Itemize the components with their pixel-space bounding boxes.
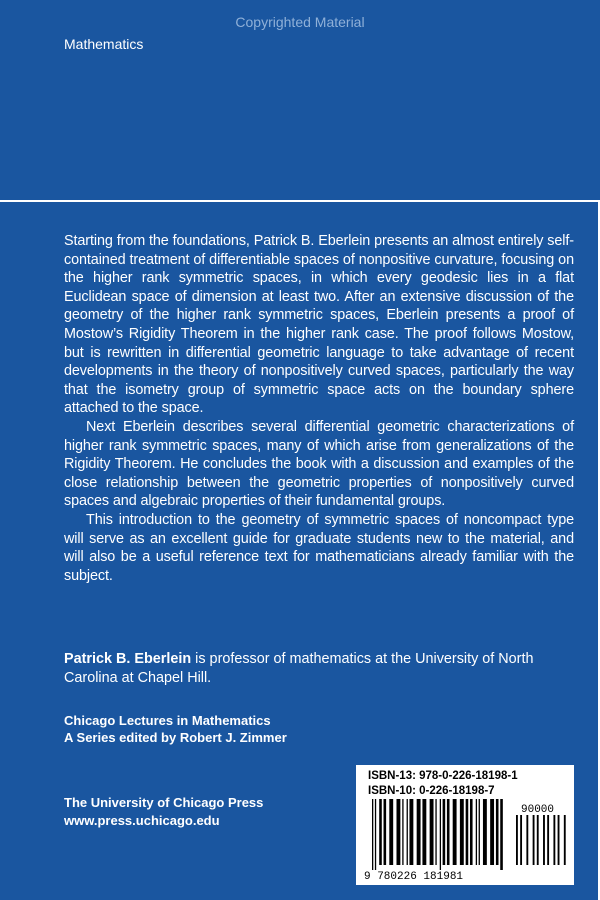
barcode-bar (516, 815, 518, 865)
barcode-digits: 9 780226 181981 (364, 871, 464, 883)
barcode-bar (396, 799, 400, 865)
frame-line-top (0, 200, 600, 202)
barcode-bar (526, 815, 528, 865)
barcode-bar (402, 799, 403, 865)
barcode-bar (417, 799, 421, 865)
barcode-bar (466, 799, 469, 865)
copyright-watermark: Copyrighted Material (235, 14, 365, 30)
barcode-bar (372, 799, 373, 870)
barcode-bar (453, 799, 457, 865)
barcode-bar (470, 799, 473, 865)
barcode-bar (375, 799, 376, 870)
addon-digits: 90000 (521, 804, 555, 816)
barcode-bar (476, 799, 477, 865)
barcode-bar (440, 799, 441, 870)
publisher-info (64, 794, 263, 830)
barcode-bar (430, 799, 434, 865)
description-paragraph-1: Starting from the foundations, Patrick B. Eberlein presents an almost entirely self-contained treatment of differentiable spaces of nonpositive curvature, focusing on the higher rank symmetric spaces, in which every geodesic lies in a flat Euclidean space of dimension at least two. After an extensive discussion of the geometry of the higher rank symmetric spaces, Eberlein presents a proof of Mostow’s Rigidity Theorem in the higher rank case. The proof follows Mostow, but is rewritten in differential geometric language to take advantage of recent developments in the theory of nonpositively curved spaces, particularly the way that the isometry group of symmetric space acts on the boundary sphere attached to the space. (64, 233, 574, 417)
barcode-bar (422, 799, 426, 865)
barcode-bar (384, 799, 387, 865)
barcode-bar (407, 799, 408, 865)
barcode-bar (460, 799, 464, 865)
barcode-bar (533, 815, 535, 865)
barcode-bar (543, 815, 545, 865)
subject-label: Mathematics (64, 36, 144, 52)
barcode-bar (564, 815, 566, 865)
barcode-bar (547, 815, 549, 865)
barcode-bar (500, 799, 503, 870)
description-paragraph-3: This introduction to the geometry of symmetric spaces of noncompact type will serve as an excellent guide for graduate students new to the material, and will also be a useful reference text for mathematicians already familiar with the subject. (64, 511, 574, 584)
barcode-bar (409, 799, 413, 865)
barcode-bar (520, 815, 522, 865)
barcode-bar (479, 799, 480, 865)
barcode-bar (435, 799, 436, 865)
publisher-name: The University of Chicago Press (64, 795, 264, 810)
description-paragraph-2: Next Eberlein describes several differential geometric characterizations of higher rank symmetric spaces, many of which arise from generalizations of the Rigidity Theorem. He concludes the book with a discussion and examples of the close relationship between the geometric properties of nonpositively curved spaces and algebraic properties of their fundamental groups. (64, 418, 574, 510)
barcode-bar (537, 815, 539, 865)
barcode-bar (379, 799, 382, 865)
barcode-bar (553, 815, 555, 865)
author-bio (64, 650, 564, 687)
author-bio-text: is professor of mathematics at the University of North Carolina at Chapel Hill. (64, 651, 534, 686)
barcode-bar (447, 799, 450, 865)
isbn-barcode-box (356, 765, 574, 885)
series-title: Chicago Lectures in Mathematics (64, 713, 271, 728)
barcode-bar (389, 799, 393, 865)
barcode-graphic (356, 765, 574, 885)
author-name: Patrick B. Eberlein (64, 651, 192, 667)
publisher-url[interactable]: www.press.uchicago.edu (64, 813, 220, 828)
barcode-bar (490, 799, 494, 865)
barcode-bar (483, 799, 487, 865)
ean13-bars (372, 799, 503, 870)
barcode-bar (496, 799, 499, 865)
barcode-bar (443, 799, 446, 865)
isbn-10: ISBN-10: 0-226-18198-7 (368, 785, 495, 797)
book-description (64, 232, 574, 585)
isbn-13: ISBN-13: 978-0-226-18198-1 (368, 770, 518, 782)
barcode-bar (558, 815, 560, 865)
series-editor: A Series edited by Robert J. Zimmer (64, 730, 287, 745)
addon-bars (516, 815, 566, 865)
series-info (64, 712, 287, 746)
